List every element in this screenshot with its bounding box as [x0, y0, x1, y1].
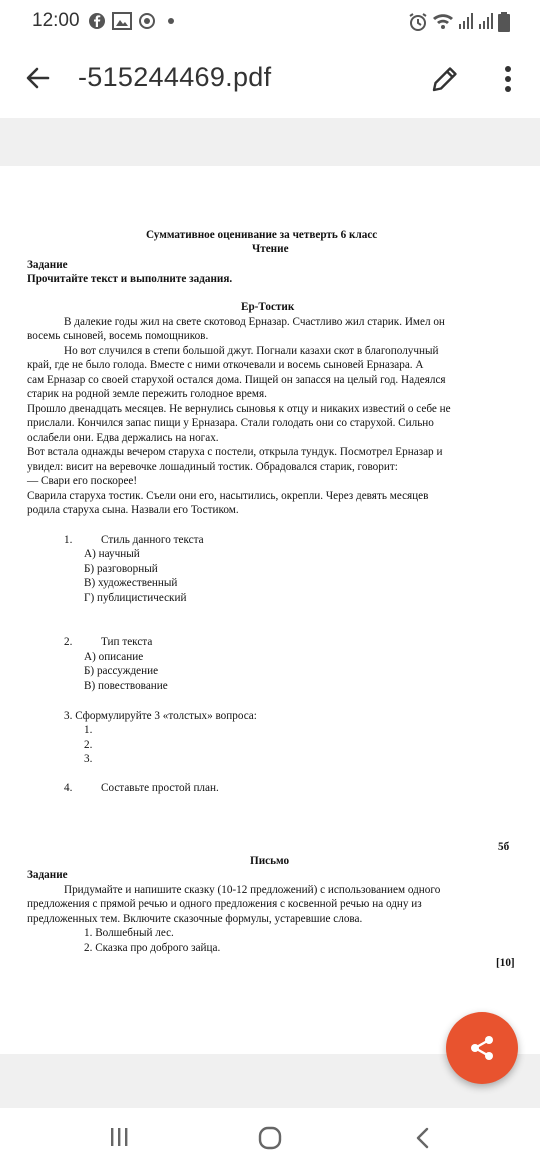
share-button[interactable]: [446, 1012, 518, 1084]
question-title: 3. Сформулируйте 3 «толстых» вопроса:: [64, 710, 257, 722]
question-number: 1.: [64, 534, 73, 546]
pencil-icon[interactable]: [428, 62, 462, 96]
facebook-icon: [88, 12, 106, 30]
doc-header-title: Суммативное оценивание за четверть 6 класс: [146, 229, 378, 241]
arrow-left-icon[interactable]: [22, 62, 54, 94]
question-item: 1.: [84, 724, 93, 736]
story-line: Сварила старуха тостик. Съели они его, насытились, окрепли. Через девять месяцев: [27, 490, 429, 502]
question-number: 4.: [64, 782, 73, 794]
topic-item: 1. Волшебный лес.: [84, 927, 174, 939]
answer-option: В) художественный: [84, 577, 178, 589]
signal-1-icon: [458, 12, 474, 30]
topic-item: 2. Сказка про доброго зайца.: [84, 942, 221, 954]
gallery-icon: [112, 12, 132, 30]
doc-header-subtitle: Чтение: [252, 243, 289, 255]
story-line: край, где не было голода. Вместе с ними откочевали и восемь сыновей Ерназара. А: [27, 359, 424, 371]
answer-option: А) научный: [84, 548, 140, 560]
sync-icon: [138, 12, 156, 30]
question-item: 2.: [84, 739, 93, 751]
app-bar: [0, 42, 540, 118]
back-nav-icon[interactable]: [414, 1126, 432, 1150]
question-number: 2.: [64, 636, 73, 648]
battery-icon: [498, 12, 510, 32]
score-writing: [10]: [496, 957, 515, 969]
task-label: Задание: [27, 259, 68, 271]
story-line: восемь сыновей, восемь помощников.: [27, 330, 209, 342]
task2-label: Задание: [27, 869, 68, 881]
recent-apps-icon[interactable]: [108, 1126, 130, 1148]
story-line: увидел: висит на веревочке лошадиный тостик. Обрадовался старик, говорит:: [27, 461, 398, 473]
story-title: Ер-Тостик: [241, 301, 295, 313]
more-notifications-dot: [168, 18, 174, 24]
question-title: Стиль данного текста: [101, 534, 204, 546]
status-bar: [0, 0, 540, 42]
story-line: — Свари его поскорее!: [27, 475, 138, 487]
document-title: -515244469.pdf: [78, 62, 272, 92]
toolbar-separator: [0, 118, 540, 166]
story-line: родила старуха сына. Назвали его Тостиком.: [27, 504, 239, 516]
pdf-page[interactable]: [0, 166, 540, 1054]
story-line: сам Ерназар со своей старухой остался дома. Пищей он запасся на целый год. Надеялся: [27, 374, 446, 386]
answer-option: Г) публицистический: [84, 592, 187, 604]
answer-option: А) описание: [84, 651, 144, 663]
task-text: Прочитайте текст и выполните задания.: [27, 273, 233, 285]
share-icon: [468, 1034, 496, 1062]
question-title: Составьте простой план.: [101, 782, 219, 794]
story-line: Прошло двенадцать месяцев. Не вернулись сыновья к отцу и никаких известий о себе не: [27, 403, 451, 415]
system-nav-bar: [0, 1108, 540, 1170]
more-vert-icon[interactable]: [500, 64, 516, 94]
task2-line: Придумайте и напишите сказку (10-12 предложений) с использованием одного: [64, 884, 441, 896]
task2-line: предложения с прямой речью и одного предложения с косвенной речью на одну из: [27, 898, 422, 910]
story-line: Вот встала однажды вечером старуха с постели, открыла тундук. Посмотрел Ерназар и: [27, 446, 443, 458]
signal-2-icon: [478, 12, 494, 30]
question-title: Тип текста: [101, 636, 153, 648]
home-icon[interactable]: [258, 1126, 282, 1150]
alarm-icon: [408, 12, 428, 32]
answer-option: Б) разговорный: [84, 563, 158, 575]
task2-line: предложенных тем. Включите сказочные формулы, устаревшие слова.: [27, 913, 363, 925]
story-line: ослабели они. Едва держались на ногах.: [27, 432, 219, 444]
answer-option: В) повествование: [84, 680, 168, 692]
story-line: прислали. Кончился запас пищи у Ерназара. Стали голодать они со старухой. Сильно: [27, 417, 434, 429]
story-line: Но вот случился в степи большой джут. Погнали казахи скот в благополучный: [64, 345, 439, 357]
question-item: 3.: [84, 753, 93, 765]
story-line: старик на родной земле пережить голодное время.: [27, 388, 267, 400]
wifi-icon: [432, 12, 454, 30]
writing-header: Письмо: [250, 855, 290, 867]
status-time: 12:00: [32, 10, 80, 31]
story-line: В далекие годы жил на свете скотовод Ерназар. Счастливо жил старик. Имел он: [64, 316, 445, 328]
answer-option: Б) рассуждение: [84, 665, 159, 677]
score-reading: 5б: [498, 841, 510, 853]
